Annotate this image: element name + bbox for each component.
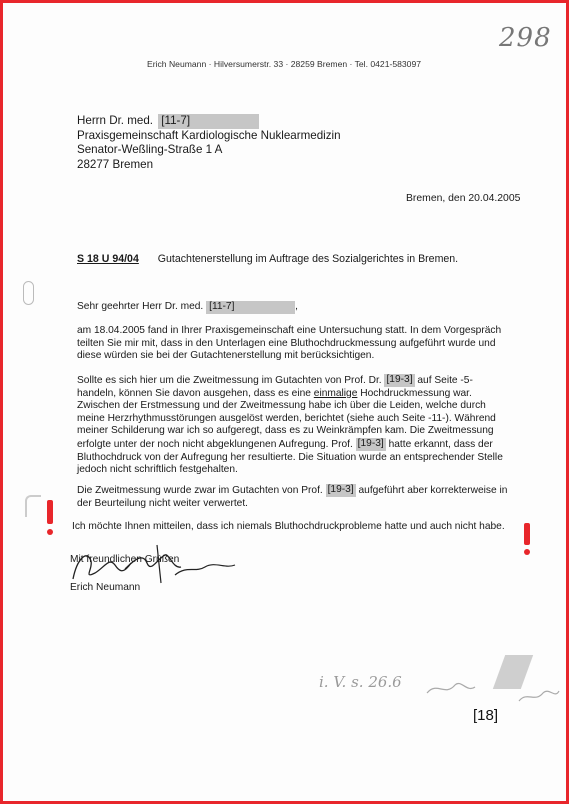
recipient-line4: 28277 Bremen xyxy=(77,157,154,171)
paragraph-2-line xyxy=(77,388,503,401)
redaction-tag: [19-3] xyxy=(357,437,384,449)
margin-mark xyxy=(25,495,41,517)
paragraph-2-text: auf Seite -5- xyxy=(417,374,473,386)
reference-subject: Gutachtenerstellung im Auftrage des Sozialgerichtes in Bremen. xyxy=(157,253,459,265)
handwritten-note xyxy=(319,673,402,691)
salutation-comma: , xyxy=(295,301,298,312)
underlined-word: einmalige xyxy=(313,387,358,399)
case-number: S 18 U 94/04 xyxy=(77,253,139,265)
salutation xyxy=(77,301,298,314)
paragraph-2-line: jedoch nicht schriftlich festgehalten. xyxy=(77,464,238,476)
paragraph-2-text: handeln, können Sie davon ausgehen, dass es eine xyxy=(77,387,311,399)
paragraph-2-text: Sollte es sich hier um die Zweitmessung im Gutachten von Prof. Dr. xyxy=(77,374,382,386)
paragraph-2-line: Zwischen der Erstmessung und der Zweitmessung habe ich über die Leiden, welche durch xyxy=(77,400,486,412)
closing: Mit freundlichen Grüßen xyxy=(70,554,180,565)
paragraph-2-line xyxy=(77,374,503,388)
recipient-redaction-tag: [11-7] xyxy=(161,114,191,127)
redaction-tag: [19-3] xyxy=(386,374,413,385)
paragraph-1 xyxy=(77,325,501,363)
paragraph-2-line xyxy=(77,438,503,452)
handwritten-note-text: i. V. s. 26.6 xyxy=(319,673,402,691)
paragraph-1-line: teilten Sie mir mit, dass in den Unterlagen eine Bluthochdruckmessung aufgeführt wurde und xyxy=(77,337,496,349)
recipient-address xyxy=(77,114,341,172)
paragraph-3-text: aufgeführt aber korrekterweise in xyxy=(358,484,508,496)
recipient-name-redaction xyxy=(158,114,259,129)
recipient-title: Herrn Dr. med. xyxy=(77,114,154,127)
paragraph-1-line: am 18.04.2005 fand in Ihrer Praxisgemeinschaft eine Untersuchung statt. In dem Vorgespräch xyxy=(77,325,502,336)
paragraph-2 xyxy=(77,374,503,477)
paragraph-2-line: meine Herzrhythmusstörungen ausgelöst werden, berichtet (siehe auch Seite -11-). Während xyxy=(77,412,496,424)
salutation-text: Sehr geehrter Herr Dr. med. xyxy=(77,301,204,312)
redaction-tag: [19-3] xyxy=(327,484,354,495)
paragraph-3-text: Die Zweitmessung wurde zwar im Gutachten von Prof. xyxy=(77,484,323,496)
paragraph-2-text: Hochdruckmessung war. xyxy=(360,387,472,399)
recipient-line1 xyxy=(77,114,341,129)
punch-hole-mark xyxy=(23,281,34,305)
paragraph-2-line: Bluthochdruck von der Aufregung her resultierte. Die Situation wurde an entsprechender Stelle xyxy=(77,451,503,463)
paragraph-2-line: meiner Schilderung war ich so aufgeregt, dass es zu Weinkrämpfen kam. Die Zweitmessung xyxy=(77,425,494,437)
date-line: Bremen, den 20.04.2005 xyxy=(406,193,521,204)
paragraph-2-text: erfolgte unter der noch nicht abgeklungenen Aufregung. Prof. xyxy=(77,438,353,450)
paragraph-2-text: hatte erkannt, dass der xyxy=(388,438,493,450)
paragraph-3 xyxy=(77,484,507,510)
paragraph-4: Ich möchte Ihnen mitteilen, dass ich niemals Bluthochdruckprobleme hatte und auch nicht habe. xyxy=(72,521,505,532)
sender-line: Erich Neumann · Hilversumerstr. 33 · 28259 Bremen · Tel. 0421-583097 xyxy=(147,59,422,69)
paragraph-1-line: diese würden sie bei der Gutachtenerstellung mit berücksichtigen. xyxy=(77,350,375,362)
salutation-redaction xyxy=(206,301,295,314)
page-tag: [18] xyxy=(473,707,499,724)
signer-name: Erich Neumann xyxy=(70,582,141,593)
recipient-line3: Senator-Weßling-Straße 1 A xyxy=(77,143,223,157)
paragraph-3-line: der Beurteilung nicht weiter verwertet. xyxy=(77,497,249,509)
handwritten-page-number: 298 xyxy=(499,23,552,53)
reference-line xyxy=(77,253,458,265)
paragraph-3-line xyxy=(77,484,507,498)
recipient-line2: Praxisgemeinschaft Kardiologische Nuklearmedizin xyxy=(77,128,341,142)
salutation-redaction-tag: [11-7] xyxy=(209,301,235,312)
